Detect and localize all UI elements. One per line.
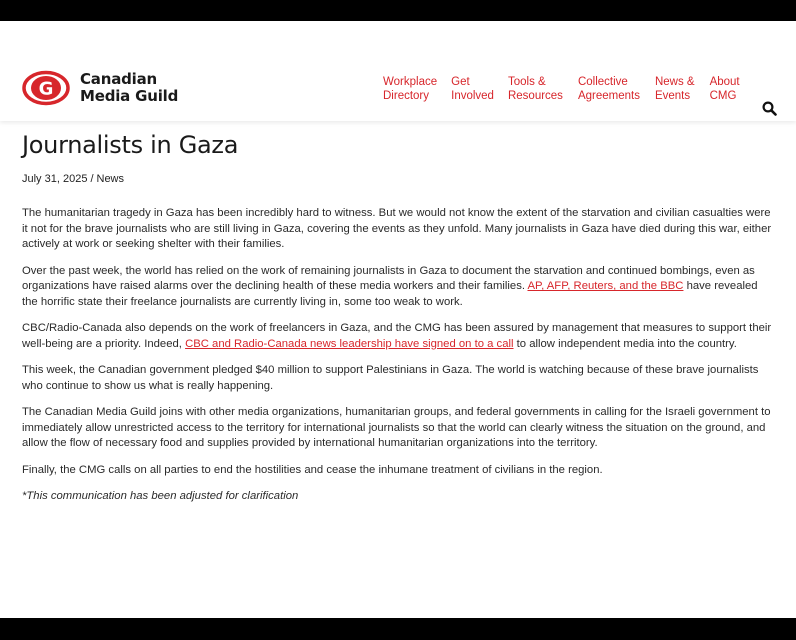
nav-news-events[interactable] (655, 76, 695, 103)
paragraph-2-text: Over the past week, the world has relied on the work of remaining journalists in Gaza to document the starvation and continued bombings, even as organizations have raised alarms over the declining health of these media workers and their families. (22, 264, 755, 292)
nav-label: Events (654, 89, 691, 102)
media-outlets-link[interactable]: AP, AFP, Reuters, and the BBC (527, 280, 684, 292)
article (22, 130, 776, 516)
nav-collective-agreements[interactable] (578, 76, 640, 103)
post-category-link[interactable]: News (96, 173, 125, 185)
post-meta (22, 173, 776, 185)
cmg-logo[interactable] (22, 70, 178, 106)
logo-line-2: Media Guild (80, 87, 179, 105)
paragraph-3-text: CBC/Radio-Canada also depends on the work of freelancers in Gaza, and the CMG has been assured by management that measures to support their well-being are a priority. Indeed, (22, 322, 772, 350)
paragraph-4: This week, the Canadian government pledged $40 million to support Palestinians in Gaza. The world is watching because of these brave journalists who continue to show us what is really happening. (22, 364, 759, 392)
page-title: Journalists in Gaza (22, 131, 239, 159)
nav-label: Involved (451, 89, 494, 102)
nav-label: Tools & (507, 76, 546, 88)
site-header (0, 21, 796, 121)
paragraph-1: The humanitarian tragedy in Gaza has been incredibly hard to witness. But we would not know the extent of the starvation and civilian casualties were it not for the brave journalists who are still living in Gaza, covering the events as they unfold. Many journalists in Gaza have died during this war, either actively at work or seeking shelter with their families. (22, 207, 772, 250)
bottom-letterbox-bar (0, 618, 796, 640)
nav-label: Collective (577, 76, 628, 88)
nav-get-involved[interactable] (451, 76, 494, 103)
nav-label: Get (451, 76, 470, 88)
search-icon[interactable] (762, 101, 777, 121)
post-date: July 31, 2025 (22, 173, 88, 185)
paragraph-3-text-end: to allow independent media into the country. (513, 337, 737, 350)
logo-letter: G (38, 78, 54, 100)
nav-label: Resources (507, 89, 563, 102)
cmg-logo-icon (22, 70, 70, 106)
nav-label: Workplace (383, 76, 438, 88)
main-nav (383, 76, 740, 103)
paragraph-3 (22, 321, 776, 352)
paragraph-5: The Canadian Media Guild joins with other media organizations, humanitarian groups, and federal governments in calling for the Israeli government to immediately allow unrestricted access to the territory for international journalists so that the world can clearly witness the situation on the ground, and allow the flow of necessary food and supplies provided by international humanitarian organizations into the territory. (22, 406, 771, 449)
nav-label: Directory (383, 89, 430, 102)
clarification-note: *This communication has been adjusted for clarification (22, 490, 299, 502)
top-letterbox-bar (0, 0, 796, 21)
paragraph-2 (22, 264, 776, 311)
logo-line-1: Canadian (80, 70, 158, 88)
nav-label: News & (654, 76, 695, 88)
nav-workplace-directory[interactable] (383, 76, 437, 103)
nav-label: CMG (709, 89, 737, 102)
nav-label: About (709, 76, 740, 88)
nav-about-cmg[interactable] (710, 76, 740, 103)
nav-tools-resources[interactable] (508, 76, 563, 103)
article-body (22, 206, 776, 505)
cbc-leadership-link[interactable]: CBC and Radio-Canada news leadership have signed on to a call (185, 337, 514, 350)
paragraph-2-text-end: have revealed the horrific state their freelance journalists are currently living in, some too weak to work. (22, 280, 758, 308)
meta-separator: / (90, 173, 94, 185)
nav-label: Agreements (577, 89, 640, 102)
paragraph-6: Finally, the CMG calls on all parties to end the hostilities and cease the inhumane treatment of civilians in the region. (22, 463, 603, 476)
logo-wordmark (80, 71, 178, 105)
